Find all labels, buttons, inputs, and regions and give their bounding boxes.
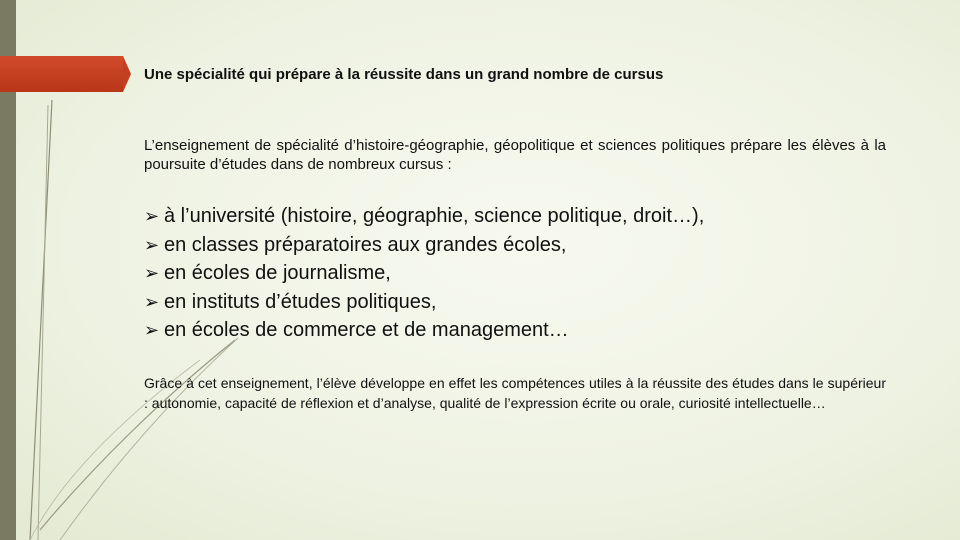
- bullet-item: [144, 202, 904, 231]
- bullet-text: en écoles de journalisme,: [164, 262, 391, 284]
- bullet-text: en classes préparatoires aux grandes écoles,: [164, 233, 567, 256]
- slide-title: Une spécialité qui prépare à la réussite dans un grand nombre de cursus: [144, 66, 664, 83]
- bullet-item: [144, 259, 904, 288]
- arrow-bullet-icon: ➢: [144, 263, 160, 283]
- bullet-item: [144, 316, 904, 345]
- cursus-bullet-list: [144, 202, 904, 345]
- title-accent-tab: [0, 56, 123, 92]
- arrow-bullet-icon: ➢: [144, 320, 160, 340]
- bullet-text: en instituts d’études politiques,: [164, 290, 437, 313]
- bullet-item: [144, 231, 904, 260]
- arrow-bullet-icon: ➢: [144, 234, 160, 255]
- bullet-item: [144, 288, 904, 317]
- title-accent-tab-point: [123, 56, 131, 92]
- outro-paragraph: Grâce à cet enseignement, l’élève développe en effet les compétences utiles à la réussite des études dans le supérieur : autonomie, capacité de réflexion et d’analyse, qualité de l’expression écrite ou orale, curiosité intellectuelle…: [144, 375, 886, 411]
- arrow-bullet-icon: ➢: [144, 206, 160, 226]
- bullet-text: en écoles de commerce et de management…: [164, 319, 569, 341]
- arrow-bullet-icon: ➢: [144, 291, 160, 312]
- bullet-text: à l’université (histoire, géographie, science politique, droit…),: [164, 205, 705, 227]
- intro-paragraph: L’enseignement de spécialité d’histoire-géographie, géopolitique et sciences politiques prépare les élèves à la poursuite d’études dans de nombreux cursus :: [144, 137, 886, 173]
